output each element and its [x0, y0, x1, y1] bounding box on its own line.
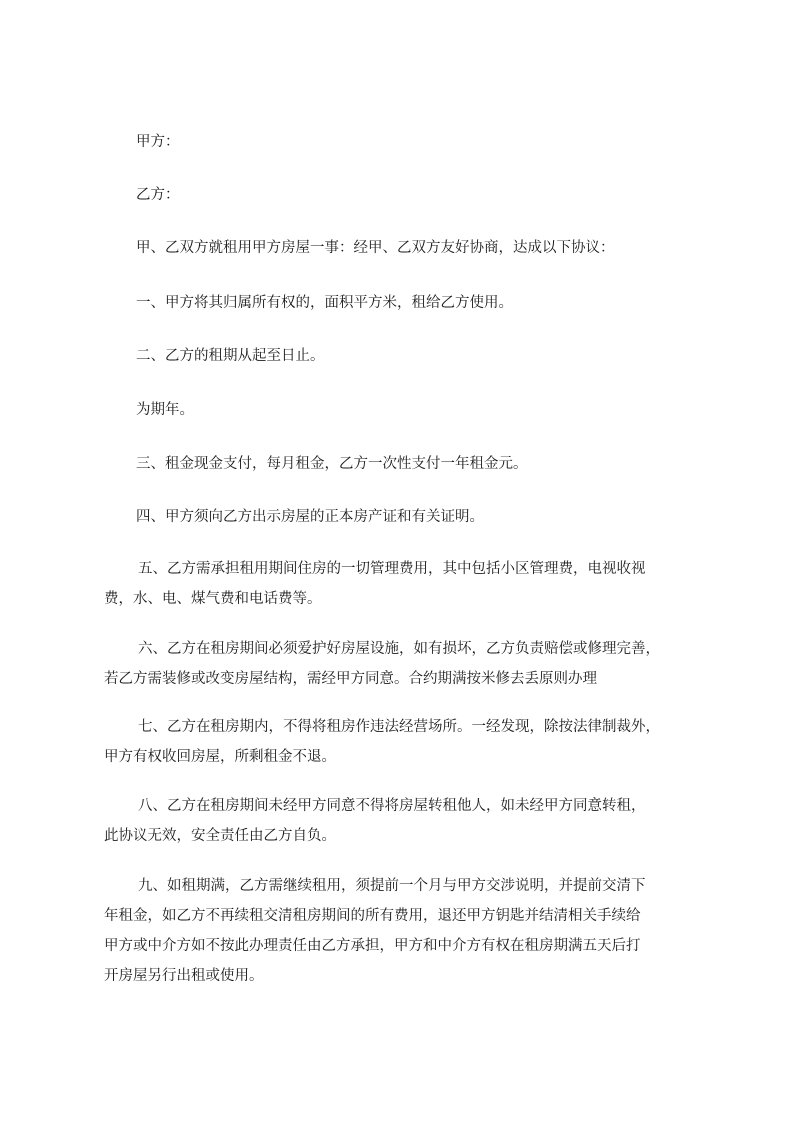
clause-8-line: 八、乙方在租房期间未经甲方同意不得将房屋转租他人，如未经甲方同意转租， [138, 798, 646, 814]
clause-9-line: 甲方或中介方如不按此办理责任由乙方承担，甲方和中介方有权在租房期满五天后打 [104, 938, 641, 954]
clause-5-line: 五、乙方需承担租用期间住房的一切管理费用，其中包括小区管理费，电视收视 [138, 561, 646, 577]
clause-8 [104, 791, 708, 851]
agreement-intro: 甲、乙双方就租用甲方房屋一事：经甲、乙双方友好协商，达成以下协议： [136, 240, 615, 256]
clause-9-line: 开房屋另行出租或使用。 [104, 968, 264, 984]
party-b-label: 乙方： [136, 187, 180, 203]
clause-1: 一、甲方将其归属所有权的，面积平方米，租给乙方使用。 [136, 295, 513, 311]
clause-8-line: 此协议无效，安全责任由乙方自负。 [104, 828, 336, 844]
party-a-label: 甲方： [136, 134, 180, 150]
clause-5-line: 费，水、电、煤气费和电话费等。 [104, 591, 322, 607]
clause-3: 三、租金现金支付，每月租金，乙方一次性支付一年租金元。 [136, 456, 528, 472]
clause-7 [104, 712, 708, 772]
clause-6 [104, 634, 708, 694]
clause-5 [104, 554, 708, 614]
clause-7-line: 甲方有权收回房屋，所剩租金不退。 [104, 749, 336, 765]
clause-9-line: 年租金，如乙方不再续租交清租房期间的所有费用，退还甲方钥匙并结清相关手续给 [104, 908, 641, 924]
clause-4: 四、甲方须向乙方出示房屋的正本房产证和有关证明。 [136, 509, 484, 525]
clause-6-line: 六、乙方在租房期间必须爱护好房屋设施，如有损坏，乙方负责赔偿或修理完善， [138, 641, 660, 657]
clause-2-term: 为期年。 [136, 402, 194, 418]
clause-9 [104, 871, 708, 991]
clause-6-line: 若乙方需装修或改变房屋结构，需经甲方同意。合约期满按米修去丢原则办理 [104, 671, 597, 687]
clause-7-line: 七、乙方在租房期内，不得将租房作违法经营场所。一经发现，除按法律制裁外， [138, 719, 660, 735]
clause-9-line: 九、如租期满，乙方需继续租用，须提前一个月与甲方交涉说明，并提前交清下 [138, 878, 646, 894]
clause-2: 二、乙方的租期从起至日止。 [136, 348, 325, 364]
